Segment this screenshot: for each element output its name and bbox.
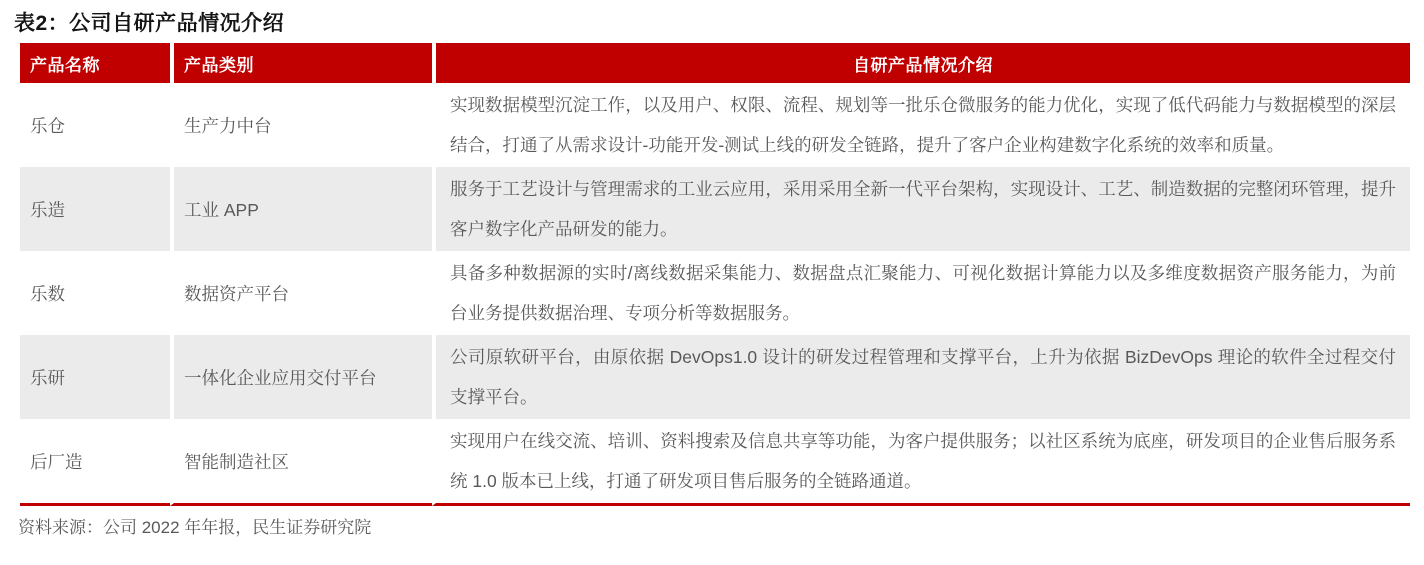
table-row — [20, 335, 1410, 419]
source-note: 资料来源：公司 2022 年年报，民生证券研究院 — [18, 518, 372, 537]
product-name-cell: 乐仓 — [20, 83, 170, 167]
product-name-cell: 乐造 — [20, 167, 170, 251]
product-category-cell: 一体化企业应用交付平台 — [170, 335, 432, 419]
header-product-description: 自研产品情况介绍 — [432, 43, 1410, 83]
header-product-category: 产品类别 — [170, 43, 432, 83]
product-category-cell: 数据资产平台 — [170, 251, 432, 335]
product-description-cell: 具备多种数据源的实时/离线数据采集能力、数据盘点汇聚能力、可视化数据计算能力以及多维度数据资产服务能力，为前台业务提供数据治理、专项分析等数据服务。 — [432, 251, 1410, 335]
table-title: 表2：公司自研产品情况介绍 — [14, 12, 285, 35]
product-name-cell: 后厂造 — [20, 419, 170, 506]
table-body — [20, 83, 1410, 506]
product-category-cell: 智能制造社区 — [170, 419, 432, 506]
product-name-cell: 乐研 — [20, 335, 170, 419]
table-row — [20, 167, 1410, 251]
table-header — [20, 43, 1410, 83]
product-name-cell: 乐数 — [20, 251, 170, 335]
product-description-cell: 实现用户在线交流、培训、资料搜索及信息共享等功能，为客户提供服务；以社区系统为底座，研发项目的企业售后服务系统 1.0 版本已上线，打通了研发项目售后服务的全链路通道。 — [432, 419, 1410, 506]
product-description-cell: 服务于工艺设计与管理需求的工业云应用，采用采用全新一代平台架构，实现设计、工艺、制造数据的完整闭环管理，提升客户数字化产品研发的能力。 — [432, 167, 1410, 251]
product-description-cell: 公司原软研平台，由原依据 DevOps1.0 设计的研发过程管理和支撑平台，上升为依据 BizDevOps 理论的软件全过程交付支撑平台。 — [432, 335, 1410, 419]
header-row — [20, 43, 1410, 83]
table-row — [20, 419, 1410, 506]
product-category-cell: 工业 APP — [170, 167, 432, 251]
table-row — [20, 251, 1410, 335]
product-description-cell: 实现数据模型沉淀工作，以及用户、权限、流程、规划等一批乐仓微服务的能力优化，实现了低代码能力与数据模型的深层结合，打通了从需求设计-功能开发-测试上线的研发全链路，提升了客户企业构建数字化系统的效率和质量。 — [432, 83, 1410, 167]
product-category-cell: 生产力中台 — [170, 83, 432, 167]
header-product-name: 产品名称 — [20, 43, 170, 83]
product-table — [20, 43, 1410, 506]
table-row — [20, 83, 1410, 167]
